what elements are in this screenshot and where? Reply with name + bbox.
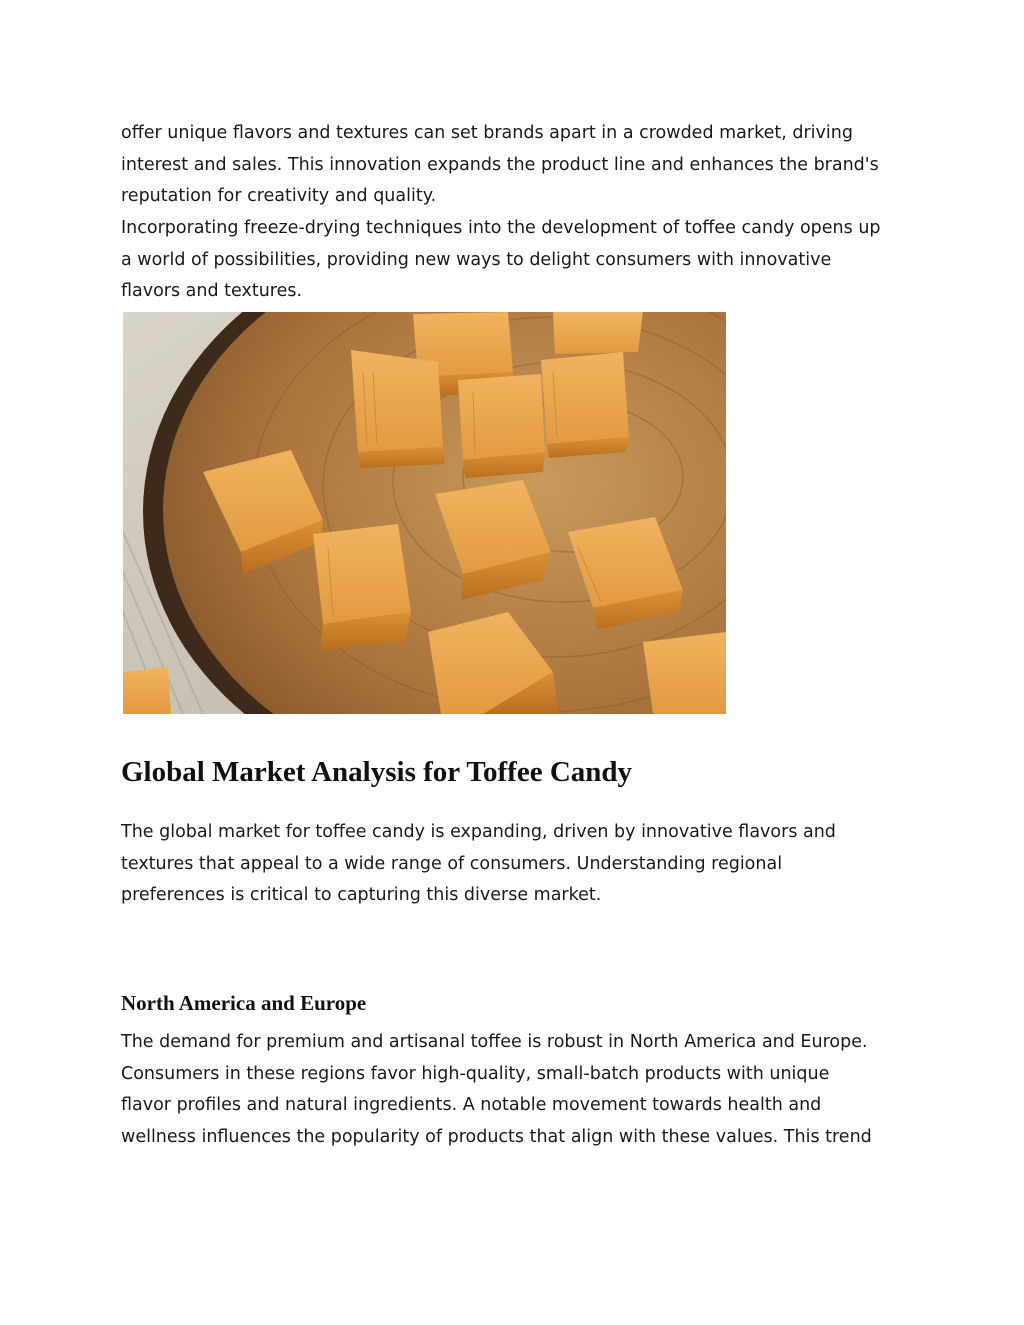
text-line: flavors and textures. [121, 281, 303, 302]
text-line: wellness influences the popularity of products that align with these values. This trend [121, 1127, 872, 1148]
text-line: preferences is critical to capturing this diverse market. [121, 885, 602, 906]
text-line: textures that appeal to a wide range of consumers. Understanding regional [121, 853, 783, 874]
text-line: The global market for toffee candy is expanding, driven by innovative flavors and [121, 822, 836, 842]
toffee-cube [458, 374, 545, 478]
toffee-cube [313, 524, 411, 650]
toffee-candy-photo [123, 312, 726, 714]
section-intro-paragraph [121, 817, 911, 912]
text-line: The demand for premium and artisanal toffee is robust in North America and Europe. [121, 1032, 868, 1052]
text-line: flavor profiles and natural ingredients. A notable movement towards health and [121, 1095, 822, 1116]
toffee-cube [123, 667, 171, 714]
toffee-cube [553, 312, 643, 354]
text-line: offer unique flavors and textures can set brands apart in a crowded market, driving [121, 123, 853, 143]
subsection-paragraph [121, 1027, 911, 1154]
text-line: reputation for creativity and quality. [121, 186, 437, 207]
text-line: interest and sales. This innovation expands the product line and enhances the brand's [121, 154, 879, 175]
subsection-heading: North America and Europe [121, 991, 367, 1015]
paragraph-intro [121, 118, 911, 213]
paragraph-freeze-drying [121, 213, 911, 308]
text-line: Consumers in these regions favor high-quality, small-batch products with unique [121, 1063, 830, 1084]
text-line: Incorporating freeze-drying techniques into the development of toffee candy opens up [121, 218, 881, 238]
toffee-cube [541, 352, 629, 458]
section-heading: Global Market Analysis for Toffee Candy [121, 756, 633, 788]
text-line: a world of possibilities, providing new ways to delight consumers with innovative [121, 249, 832, 270]
toffee-cube [643, 632, 726, 714]
